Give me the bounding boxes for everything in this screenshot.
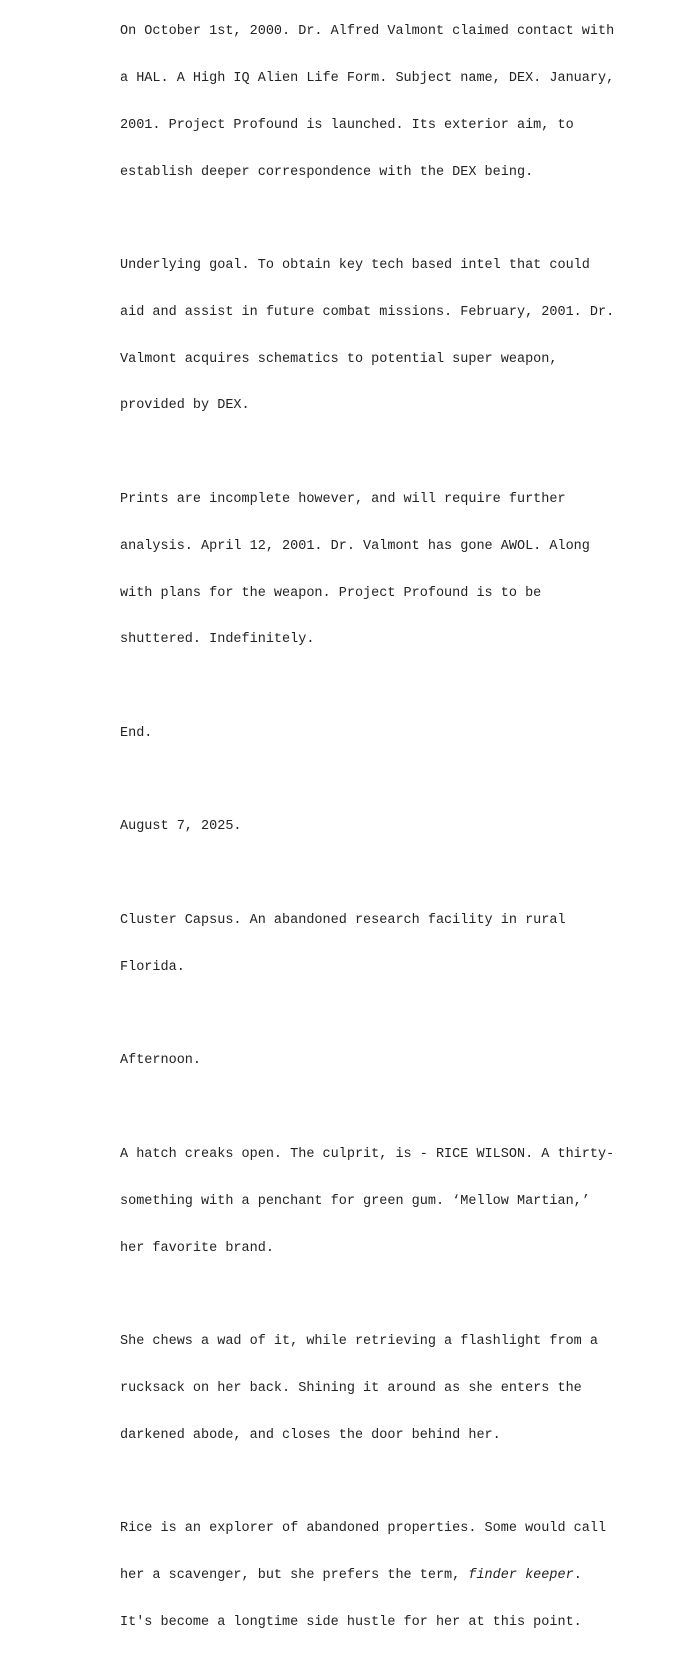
text-line: End. (120, 725, 153, 741)
text-line: provided by DEX. (120, 398, 250, 414)
text-line: establish deeper correspondence with the DEX being. (120, 164, 534, 180)
text-line: It's become a longtime side hustle for her at this point. (120, 1614, 582, 1630)
text-line: something with a penchant for green gum. ‘Mellow Martian,’ (120, 1193, 590, 1209)
text-line: darkened abode, and closes the door behind her. (120, 1427, 501, 1443)
text-line: A hatch creaks open. The culprit, is - RICE WILSON. A thirty- (120, 1146, 615, 1162)
text-line: 2001. Project Profound is launched. Its exterior aim, to (120, 117, 574, 133)
text-line: Rice is an explorer of abandoned properties. Some would call (120, 1521, 607, 1537)
text-line: Prints are incomplete however, and will require further (120, 492, 566, 507)
paragraph-date (120, 788, 660, 866)
paragraph-location (120, 882, 660, 1007)
paragraph-action-3 (120, 1490, 660, 1662)
text-line: Afternoon. (120, 1053, 202, 1069)
text-line: aid and assist in future combat missions. February, 2001. Dr. (120, 304, 615, 320)
screenplay-page (120, 0, 660, 1677)
paragraph-action-2 (120, 1303, 660, 1475)
text-line: She chews a wad of it, while retrieving a flashlight from a (120, 1334, 598, 1350)
text-line: analysis. April 12, 2001. Dr. Valmont has gone AWOL. Along (120, 538, 590, 554)
paragraph-end (120, 695, 660, 773)
emphasis-text: finder keeper (468, 1567, 574, 1583)
text-line (120, 1568, 660, 1584)
text-line: Cluster Capsus. An abandoned research facility in rural (120, 913, 566, 929)
paragraph-action-1 (120, 1116, 660, 1288)
text-line: On October 1st, 2000. Dr. Alfred Valmont claimed contact with (120, 24, 615, 40)
text-line: a HAL. A High IQ Alien Life Form. Subject name, DEX. January, (120, 70, 615, 86)
paragraph-prologue-1 (120, 0, 660, 211)
text-line: August 7, 2025. (120, 819, 242, 835)
text-line: Florida. (120, 959, 185, 975)
text-line: shuttered. Indefinitely. (120, 632, 315, 648)
paragraph-prologue-3 (120, 461, 660, 679)
text-segment: . (573, 1567, 582, 1583)
text-line: rucksack on her back. Shining it around as she enters the (120, 1380, 582, 1396)
text-line: with plans for the weapon. Project Profound is to be (120, 585, 542, 601)
text-line: Underlying goal. To obtain key tech based intel that could (120, 258, 590, 274)
paragraph-prologue-2 (120, 227, 660, 445)
text-line: her favorite brand. (120, 1240, 274, 1256)
text-segment: her a scavenger, but she prefers the term, (120, 1567, 469, 1583)
text-line: Valmont acquires schematics to potential super weapon, (120, 351, 558, 367)
paragraph-time (120, 1022, 660, 1100)
